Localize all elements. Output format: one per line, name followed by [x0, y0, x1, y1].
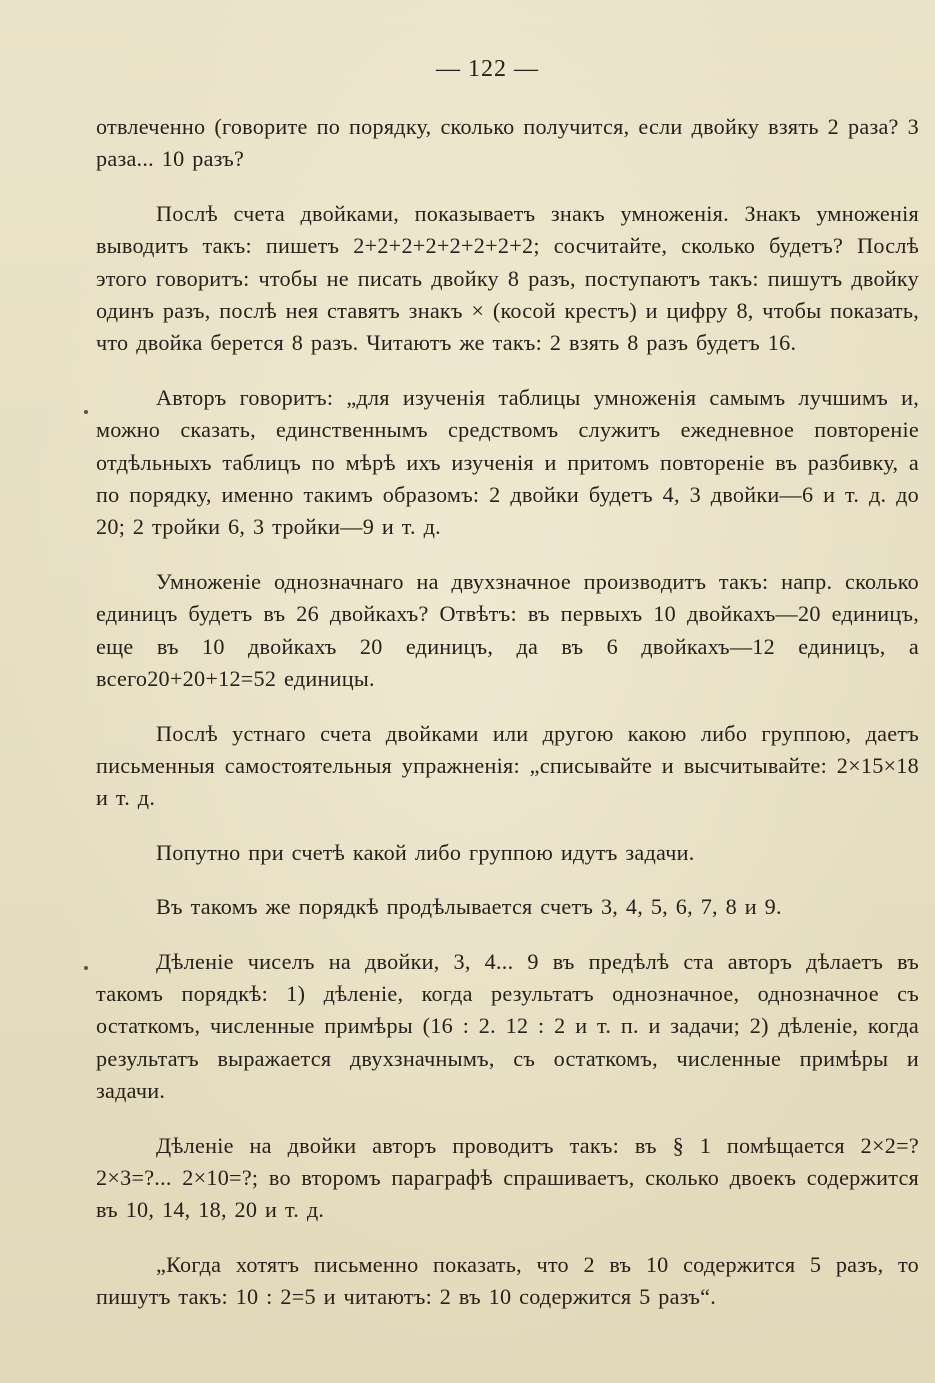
margin-dot — [84, 966, 88, 970]
paragraph-7: Въ такомъ же порядкѣ продѣлывается счетъ 3, 4, 5, 6, 7, 8 и 9. — [156, 894, 782, 920]
paragraph-5: Послѣ устнаго счета двойками или другою какою либо группою, даетъ письменныя самостоятельныя упражненія: „списывайте и высчитывайте: 2×15×18 и т. д. — [96, 720, 919, 811]
page-number: — 122 — — [436, 56, 539, 82]
paragraph-9: Дѣленіе на двойки авторъ проводитъ такъ: въ § 1 помѣщается 2×2=? 2×3=?... 2×10=?; во второмъ параграфѣ спрашиваетъ, сколько двоекъ содержится въ 10, 14, 18, 20 и т. д. — [96, 1132, 919, 1223]
paragraph-10: „Когда хотятъ письменно показать, что 2 въ 10 содержится 5 разъ, то пишутъ такъ: 10 : 2=5 и читаютъ: 2 въ 10 содержится 5 разъ“. — [96, 1251, 919, 1310]
paragraph-8: Дѣленіе чиселъ на двойки, 3, 4... 9 въ предѣлѣ ста авторъ дѣлаетъ въ такомъ порядкѣ: 1) дѣленіе, когда результатъ однозначное, однозначное съ остаткомъ, численные примѣры (16 : 2. 12 : 2 и т. п. и задачи; 2) дѣленіе, когда результатъ выражается двухзначнымъ, съ остаткомъ, численные примѣры и задачи. — [96, 948, 919, 1104]
paragraph-3: Авторъ говоритъ: „для изученія таблицы умноженія самымъ лучшимъ и, можно сказать, единственнымъ средствомъ служитъ ежедневное повтореніе отдѣльныхъ таблицъ по мѣрѣ ихъ изученія и притомъ повтореніе въ разбивку, а по порядку, именно такимъ образомъ: 2 двойки будетъ 4, 3 двойки—6 и т. д. до 20; 2 тройки 6, 3 тройки—9 и т. д. — [96, 384, 919, 540]
paragraph-6: Попутно при счетѣ какой либо группою идутъ задачи. — [156, 839, 695, 865]
paragraph-4: Умноженіе однозначнаго на двухзначное производитъ такъ: напр. сколько единицъ будетъ въ 26 двойкахъ? Отвѣтъ: въ первыхъ 10 двойкахъ—20 единицъ, еще въ 10 двойкахъ 20 единицъ, да въ 6 двойкахъ—12 единицъ, а всего20+20+12=52 единицы. — [96, 568, 919, 692]
paragraph-2: Послѣ счета двойками, показываетъ знакъ умноженія. Знакъ умноженія выводитъ такъ: пишетъ 2+2+2+2+2+2+2+2; сосчитайте, сколько будетъ? Послѣ этого говоритъ: чтобы не писать двойку 8 разъ, поступаютъ такъ: пишутъ двойку одинъ разъ, послѣ нея ставятъ знакъ × (косой крестъ) и цифру 8, чтобы показать, что двойка берется 8 разъ. Читаютъ же такъ: 2 взять 8 разъ будетъ 16. — [96, 200, 919, 356]
paragraph-1: отвлеченно (говорите по порядку, сколько получится, если двойку взять 2 раза? 3 раза... 10 разъ? — [96, 114, 919, 172]
margin-dot — [84, 410, 88, 414]
